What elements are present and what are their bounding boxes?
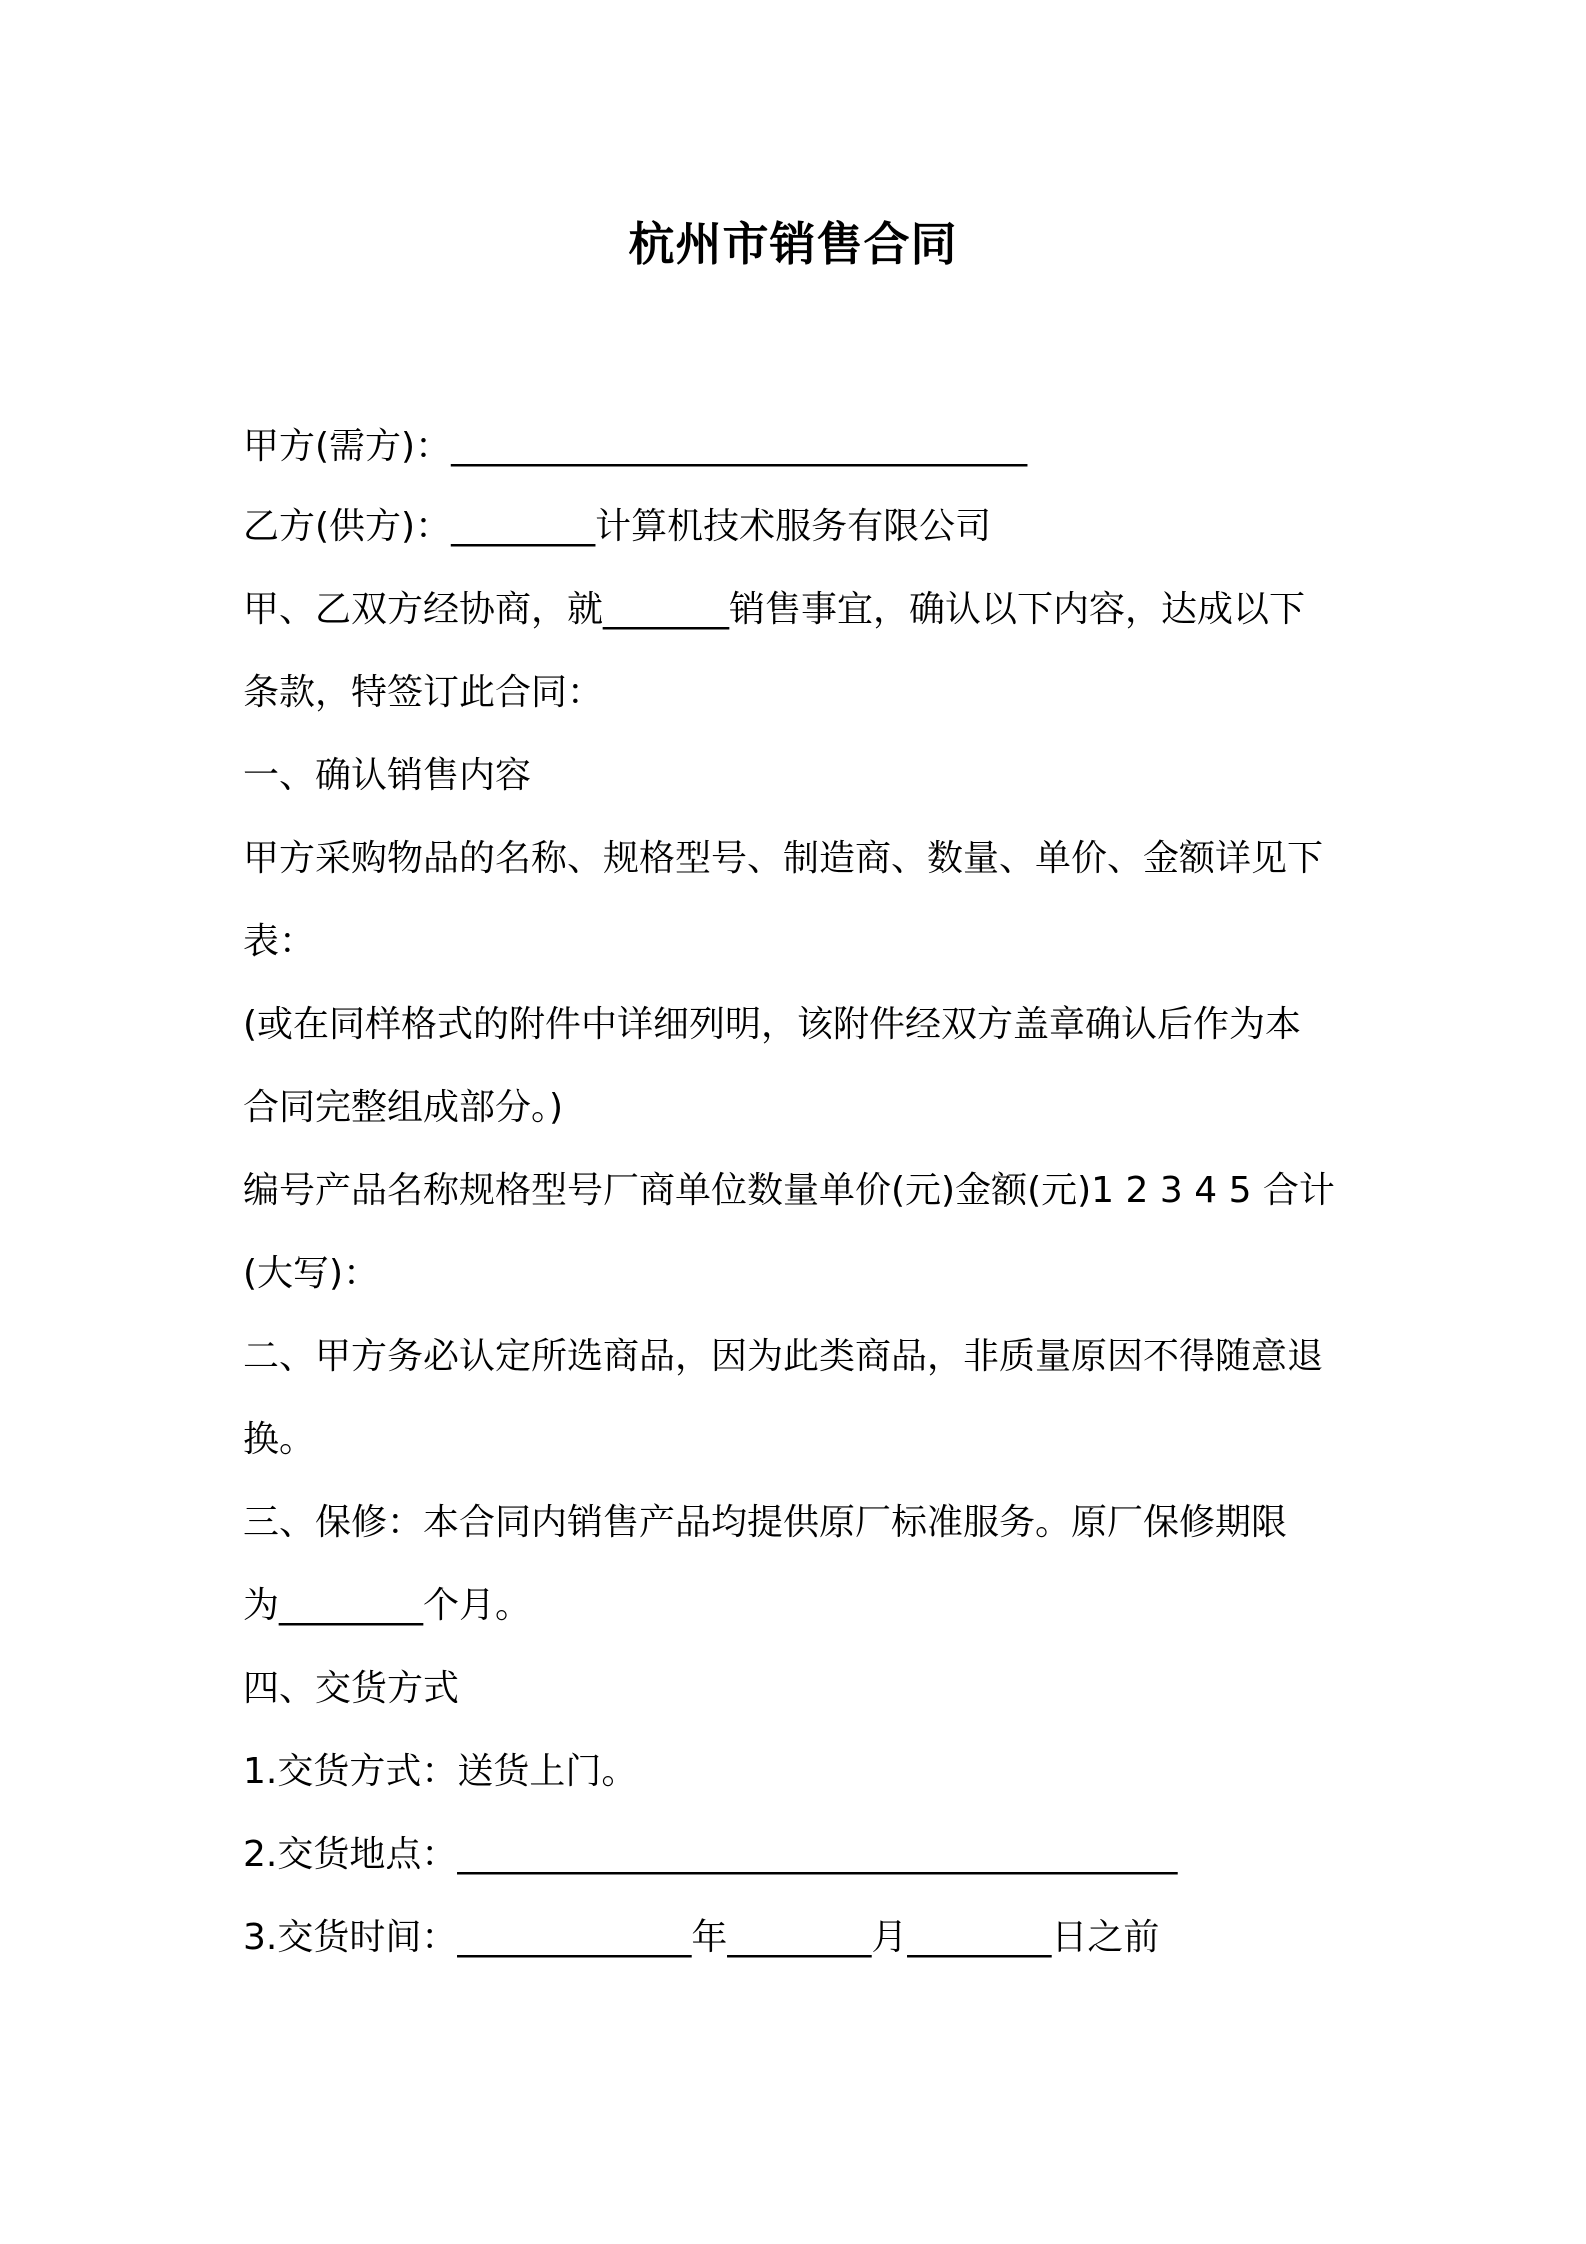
section-heading-sales-content: 一、确认销售内容 — [243, 755, 532, 796]
product-table-text-line-2: (大写)： — [243, 1253, 380, 1294]
contract-body — [243, 408, 1363, 1979]
party-a-line: 甲方(需方)：________________________________ — [243, 426, 1028, 467]
section-return-policy-line-2: 换。 — [243, 1419, 316, 1460]
purchase-details-line-2: 表： — [243, 921, 316, 962]
agreement-intro-line-2: 条款，特签订此合同： — [243, 672, 604, 713]
delivery-method-line: 1.交货方式：送货上门。 — [243, 1751, 638, 1792]
attachment-note-line-1: (或在同样格式的附件中详细列明，该附件经双方盖章确认后作为本 — [243, 1004, 1302, 1045]
product-table-text-line-1: 编号产品名称规格型号厂商单位数量单价(元)金额(元)1 2 3 4 5 合计 — [243, 1170, 1335, 1211]
party-b-line: 乙方(供方)：________计算机技术服务有限公司 — [243, 506, 992, 547]
delivery-time-line: 3.交货时间：_____________年________月________日之前 — [243, 1917, 1160, 1958]
document-title: 杭州市销售合同 — [628, 217, 958, 271]
section-return-policy-line-1: 二、甲方务必认定所选商品，因为此类商品，非质量原因不得随意退 — [243, 1336, 1324, 1377]
delivery-location-line: 2.交货地点：________________________________________ — [243, 1834, 1178, 1875]
section-heading-delivery: 四、交货方式 — [243, 1668, 460, 1709]
section-warranty-line-2: 为________个月。 — [243, 1585, 532, 1626]
section-warranty-line-1: 三、保修：本合同内销售产品均提供原厂标准服务。原厂保修期限 — [243, 1502, 1288, 1543]
attachment-note-line-2: 合同完整组成部分。) — [243, 1087, 564, 1128]
purchase-details-line-1: 甲方采购物品的名称、规格型号、制造商、数量、单价、金额详见下 — [243, 838, 1324, 879]
agreement-intro-line-1: 甲、乙双方经协商，就_______销售事宜，确认以下内容，达成以下 — [243, 589, 1306, 630]
